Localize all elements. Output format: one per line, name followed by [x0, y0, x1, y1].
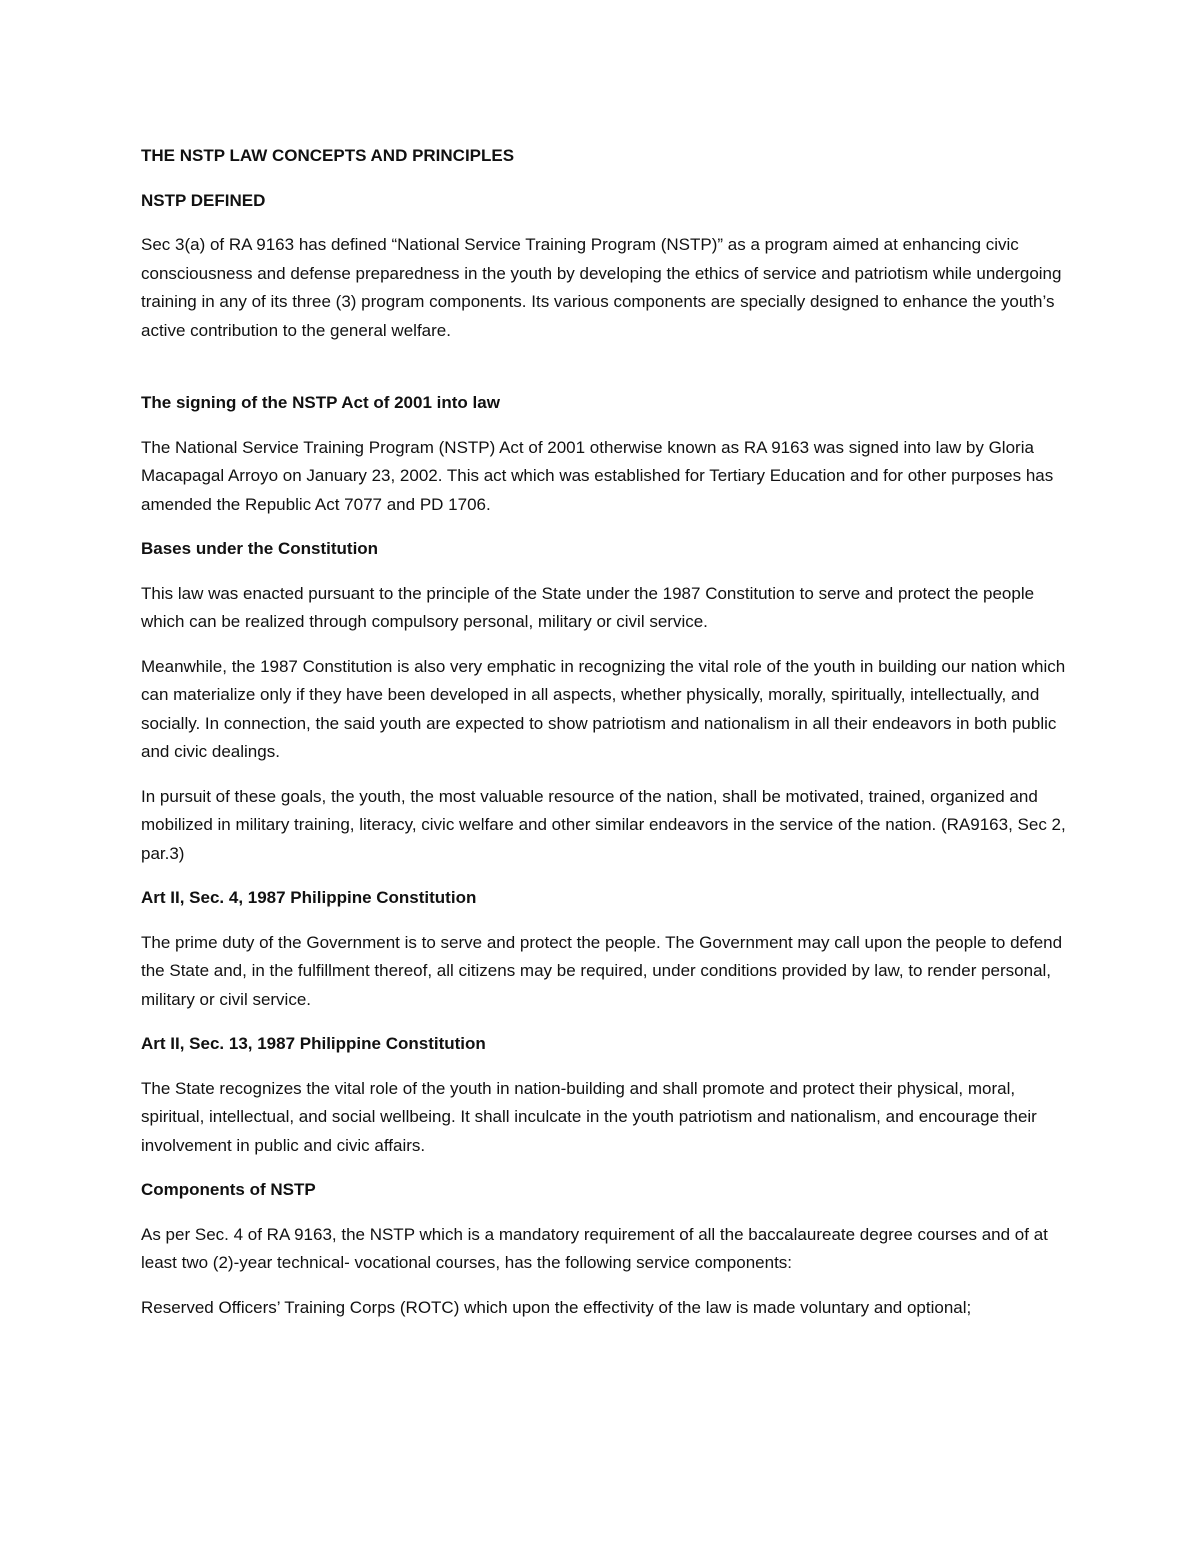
paragraph-bases-2: Meanwhile, the 1987 Constitution is also very emphatic in recognizing the vital role of the youth in building our nation which can materialize only if they have been developed in all aspects, whether physically, morally, spiritually, intellectually, and socially. In connection, the said youth are expected to show patriotism and nationalism in all their endeavors in both public and civic dealings.: [141, 656, 1066, 761]
paragraph-components-1: As per Sec. 4 of RA 9163, the NSTP which is a mandatory requirement of all the baccalaureate degree courses and of at least two (2)-year technical- vocational courses, has the following service components:: [141, 1224, 1048, 1272]
section-heading-nstp-defined: NSTP DEFINED: [141, 190, 266, 210]
document-body: [141, 142, 1066, 1338]
section-heading-components: Components of NSTP: [141, 1180, 316, 1199]
blank-line: [141, 361, 1066, 389]
section-heading-bases: Bases under the Constitution: [141, 539, 379, 558]
section-heading-signing: The signing of the NSTP Act of 2001 into law: [141, 393, 500, 412]
paragraph-nstp-defined: Sec 3(a) of RA 9163 has defined “National Service Training Program (NSTP)” as a program aimed at enhancing civic consciousness and defense preparedness in the youth by developing the ethics of service and patriotism while undergoing training in any of its three (3) program components. Its various components are specially designed to enhance the youth’s active contribution to the general welfare.: [141, 235, 1062, 340]
document-title: THE NSTP LAW CONCEPTS AND PRINCIPLES: [141, 146, 515, 165]
paragraph-signing: The National Service Training Program (NSTP) Act of 2001 otherwise known as RA 9163 was signed into law by Gloria Macapagal Arroyo on January 23, 2002. This act which was established for Tertiary Education and for other purposes has amended the Republic Act 7077 and PD 1706.: [141, 437, 1054, 514]
paragraph-bases-1: This law was enacted pursuant to the principle of the State under the 1987 Constitution to serve and protect the people which can be realized through compulsory personal, military or civil service.: [141, 583, 1035, 631]
paragraph-bases-3: In pursuit of these goals, the youth, the most valuable resource of the nation, shall be motivated, trained, organized and mobilized in military training, literacy, civic welfare and other similar endeavors in the service of the nation. (RA9163, Sec 2, par.3): [141, 786, 1066, 863]
section-heading-art2-sec13: Art II, Sec. 13, 1987 Philippine Constitution: [141, 1034, 486, 1053]
paragraph-components-2: Reserved Officers’ Training Corps (ROTC) which upon the effectivity of the law is made voluntary and optional;: [141, 1297, 972, 1317]
paragraph-art2-sec13: The State recognizes the vital role of the youth in nation-building and shall promote and protect their physical, moral, spiritual, intellectual, and social wellbeing. It shall inculcate in the youth patriotism and nationalism, and encourage their involvement in public and civic affairs.: [141, 1078, 1037, 1155]
section-heading-art2-sec4: Art II, Sec. 4, 1987 Philippine Constitution: [141, 888, 477, 907]
paragraph-art2-sec4: The prime duty of the Government is to serve and protect the people. The Government may call upon the people to defend the State and, in the fulfillment thereof, all citizens may be required, under conditions provided by law, to render personal, military or civil service.: [141, 932, 1063, 1009]
